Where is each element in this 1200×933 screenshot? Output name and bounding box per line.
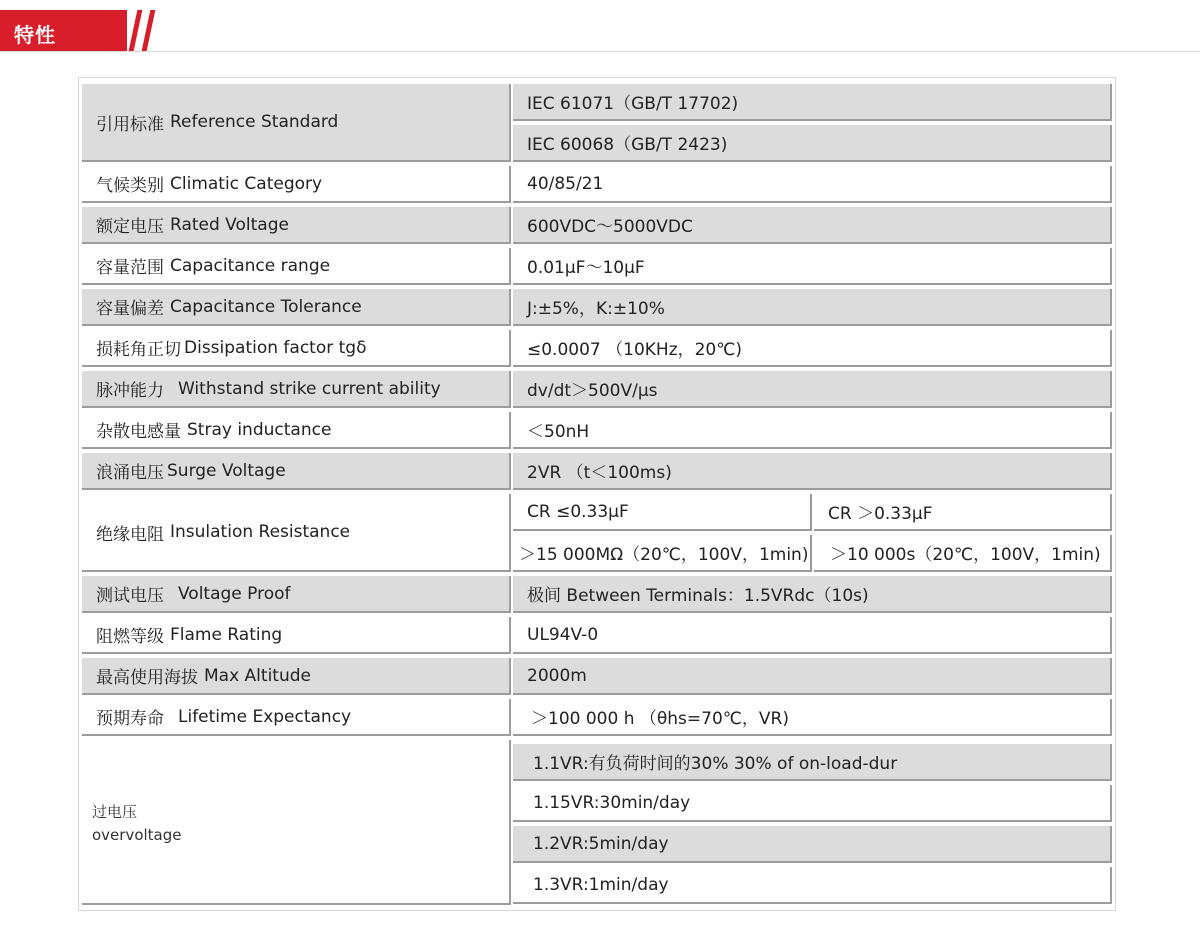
label-en: Capacitance Tolerance [170, 296, 362, 317]
label-capacitance-tolerance [82, 289, 511, 326]
label-zh: 容量偏差 [96, 299, 164, 319]
label-capacitance-range [82, 248, 511, 285]
label-zh: 额定电压 [96, 217, 164, 237]
label-zh: 阻燃等级 [96, 627, 164, 647]
value-dissipation-factor: ≤0.0007 （10KHz，20℃) [513, 330, 1112, 367]
label-zh: 测试电压 [96, 586, 164, 606]
label-zh: 最高使用海拔 [96, 668, 198, 688]
label-en: Flame Rating [170, 624, 283, 645]
value-overvoltage-1: 1.1VR:有负荷时间的30% 30% of on-load-dur [513, 744, 1112, 781]
label-overvoltage-en: overvoltage [92, 826, 182, 844]
label-stray-inductance [82, 412, 511, 449]
label-overvoltage-zh: 过电压 [92, 803, 138, 821]
label-zh: 引用标准 [96, 114, 164, 135]
label-surge-voltage [82, 453, 511, 490]
header-slash-decoration [129, 10, 143, 51]
label-overvoltage [92, 801, 182, 847]
label-en: Capacitance range [170, 255, 331, 276]
value-overvoltage-2: 1.15VR:30min/day [513, 785, 1112, 822]
label-insulation-resistance [82, 494, 511, 572]
label-max-altitude [82, 658, 511, 695]
label-zh: 损耗角正切 [96, 340, 181, 360]
label-voltage-proof [82, 576, 511, 613]
value-reference-standard-1: IEC 61071（GB/T 17702) [513, 84, 1112, 121]
label-lifetime-expectancy [82, 699, 511, 736]
insulation-value-le: ＞15 000MΩ（20℃，100V，1min) [513, 535, 812, 572]
header-tab [0, 10, 127, 51]
label-flame-rating [82, 617, 511, 654]
label-en: Withstand strike current ability [178, 378, 441, 399]
value-capacitance-range: 0.01μF～10μF [513, 248, 1112, 285]
value-withstand-strike-current: dv/dt＞500V/μs [513, 371, 1112, 408]
label-reference-standard [82, 84, 511, 162]
value-rated-voltage: 600VDC～5000VDC [513, 207, 1112, 244]
label-en: Rated Voltage [170, 214, 289, 235]
label-en: Lifetime Expectancy [178, 706, 352, 727]
label-en: Reference Standard [170, 112, 339, 132]
label-zh: 浪涌电压 [96, 463, 164, 483]
value-max-altitude: 2000m [513, 658, 1112, 695]
label-en: Insulation Resistance [170, 522, 351, 542]
label-en: Max Altitude [204, 665, 311, 686]
value-reference-standard-2: IEC 60068（GB/T 2423) [513, 125, 1112, 162]
insulation-subheader-le: CR ≤0.33μF [513, 494, 812, 531]
label-zh: 气候类别 [96, 176, 164, 196]
label-zh: 容量范围 [96, 258, 164, 278]
insulation-value-gt: ＞10 000s（20℃，100V，1min) [814, 535, 1112, 572]
label-en: Stray inductance [187, 419, 332, 440]
value-flame-rating: UL94V-0 [513, 617, 1112, 654]
insulation-subheader-gt: CR ＞0.33μF [814, 494, 1112, 531]
value-overvoltage-3: 1.2VR:5min/day [513, 826, 1112, 863]
label-zh: 脉冲能力 [96, 381, 164, 401]
section-header [0, 0, 1200, 55]
value-surge-voltage: 2VR （t＜100ms) [513, 453, 1112, 490]
label-zh: 绝缘电阻 [96, 524, 164, 545]
label-withstand-strike-current [82, 371, 511, 408]
section-title: 特性 [14, 23, 56, 47]
header-divider [0, 51, 1200, 52]
label-en: Voltage Proof [178, 583, 291, 604]
label-en: Surge Voltage [167, 460, 286, 481]
value-climatic-category: 40/85/21 [513, 166, 1112, 203]
value-overvoltage-4: 1.3VR:1min/day [513, 867, 1112, 904]
value-voltage-proof: 极间 Between Terminals：1.5VRdc（10s) [513, 576, 1112, 613]
value-capacitance-tolerance: J:±5%，K:±10% [513, 289, 1112, 326]
label-zh: 预期寿命 [96, 709, 164, 729]
label-rated-voltage [82, 207, 511, 244]
label-zh: 杂散电感量 [96, 422, 181, 442]
label-en: Climatic Category [170, 173, 323, 194]
value-stray-inductance: ＜50nH [513, 412, 1112, 449]
label-climatic-category [82, 166, 511, 203]
label-en: Dissipation factor tgδ [184, 337, 367, 358]
label-dissipation-factor [82, 330, 511, 367]
value-lifetime-expectancy: ＞100 000 h （θhs=70℃，VR) [513, 699, 1112, 736]
header-slash-decoration [142, 10, 156, 51]
